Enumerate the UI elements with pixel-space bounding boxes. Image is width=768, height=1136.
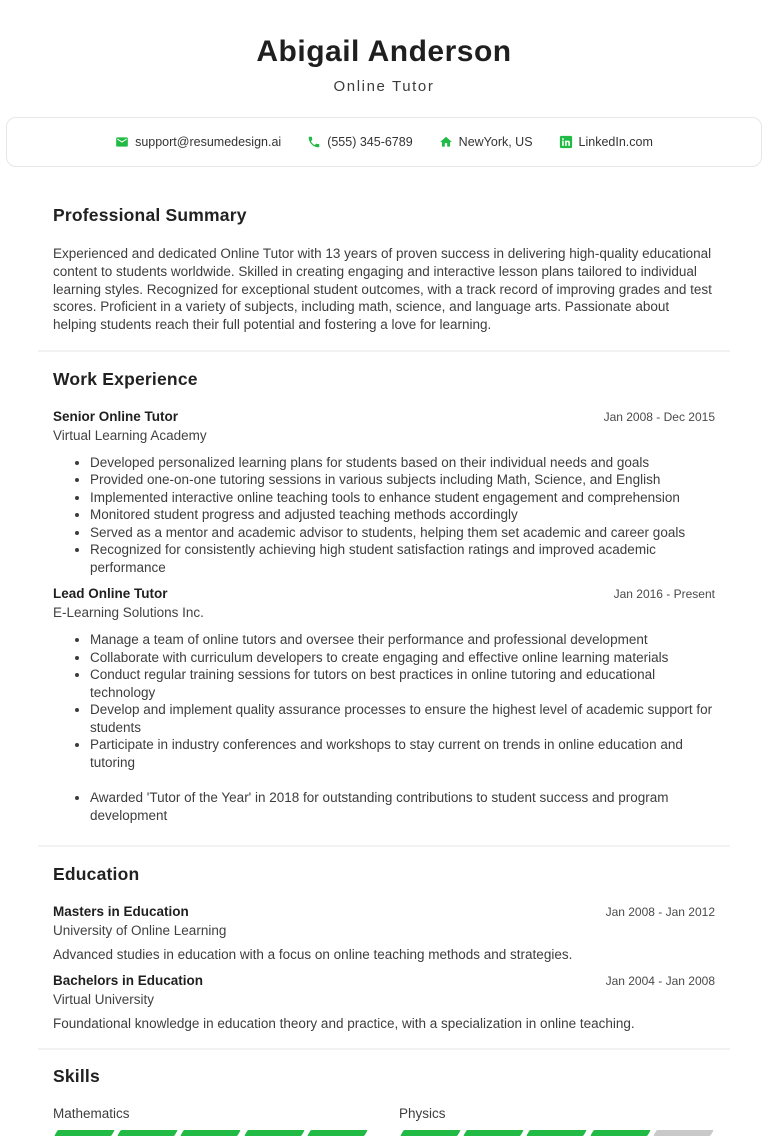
skill-segment — [400, 1130, 461, 1136]
degree-description: Advanced studies in education with a focus on online teaching methods and strategies. — [53, 947, 573, 963]
job-bullet: • Participate in industry conferences and workshops to stay current on trends in online education and tutoring — [90, 736, 715, 771]
degree-header — [53, 904, 715, 919]
skill-level-bar — [399, 1130, 715, 1136]
job-bullet: • Develop and implement quality assurance processes to ensure the highest level of academic support for students — [90, 701, 715, 736]
section-education — [38, 847, 730, 1048]
job-bullet: • Awarded 'Tutor of the Year' in 2018 for outstanding contributions to student success and program development — [90, 789, 715, 824]
degree-title: Masters in Education — [53, 904, 189, 920]
summary-text: Experienced and dedicated Online Tutor with 13 years of proven success in delivering high-quality educational content to students worldwide. Skilled in creating engaging and interactive lesson plans tailored to individual learning styles. Recognized for exceptional student outcomes, with a track record of improving grades and test scores. Proficient in a variety of subjects, including math, science, and language arts. Passionate about helping students reach their full potential and fostering a love for learning. — [53, 246, 712, 333]
degree-entry — [53, 904, 715, 964]
job-dates: Jan 2008 - Dec 2015 — [603, 409, 715, 424]
job-dates: Jan 2016 - Present — [613, 587, 715, 602]
skills-grid — [53, 1106, 715, 1136]
degree-title: Bachelors in Education — [53, 972, 204, 988]
phone-icon — [307, 135, 321, 149]
section-skills — [38, 1050, 730, 1136]
job-entry — [53, 409, 715, 577]
contact-location — [439, 135, 533, 149]
home-icon — [439, 135, 453, 149]
job-title: Senior Online Tutor — [53, 408, 179, 424]
candidate-title: Online Tutor — [333, 78, 435, 95]
linkedin-icon — [559, 135, 573, 149]
contact-bar — [6, 117, 762, 167]
job-company: E-Learning Solutions Inc. — [53, 605, 204, 621]
skill-segment — [181, 1130, 242, 1136]
job-bullet: • Manage a team of online tutors and oversee their performance and professional development — [90, 631, 715, 649]
contact-email — [115, 135, 281, 149]
degree-dates: Jan 2008 - Jan 2012 — [605, 905, 715, 920]
degree-description: Foundational knowledge in education theory and practice, with a specialization in online teaching. — [53, 1015, 635, 1031]
section-professional-summary — [38, 167, 730, 350]
skill-segment — [590, 1130, 651, 1136]
job-bullet: • Served as a mentor and academic advisor to students, helping them set academic and career goals — [90, 524, 715, 542]
experience-heading: Work Experience — [53, 368, 198, 389]
degree-entry — [53, 973, 715, 1033]
skill-segment — [117, 1130, 178, 1136]
candidate-name: Abigail Anderson — [256, 35, 512, 68]
envelope-icon — [115, 135, 129, 149]
contact-phone — [307, 135, 412, 149]
job-title: Lead Online Tutor — [53, 586, 168, 602]
skills-heading: Skills — [53, 1066, 100, 1087]
contact-linkedin — [559, 135, 653, 149]
skill-item — [399, 1106, 715, 1136]
job-bullet: • Implemented interactive online teaching tools to enhance student engagement and comprehension — [90, 489, 715, 507]
education-heading: Education — [53, 864, 140, 885]
job-header — [53, 409, 715, 424]
contact-email-text: support@resumedesign.ai — [135, 135, 282, 149]
contact-linkedin-text: LinkedIn.com — [578, 135, 653, 149]
job-header — [53, 586, 715, 601]
job-bullet: • Conduct regular training sessions for tutors on best practices in online tutoring and educational technology — [90, 666, 715, 701]
section-work-experience — [38, 352, 730, 846]
job-bullet-list — [53, 454, 715, 577]
job-bullet: • Recognized for consistently achieving high student satisfaction ratings and improved academic performance — [90, 541, 715, 576]
contact-location-text: NewYork, US — [458, 135, 533, 149]
skill-name: Physics — [399, 1106, 446, 1122]
resume-header — [0, 0, 768, 95]
summary-heading: Professional Summary — [53, 205, 247, 225]
degree-school: University of Online Learning — [53, 923, 227, 939]
job-bullet: • Developed personalized learning plans for students based on their individual needs and goals — [90, 454, 715, 472]
skill-segment — [463, 1130, 524, 1136]
job-bullet: • Provided one-on-one tutoring sessions in various subjects including Math, Science, and English — [90, 471, 715, 489]
degree-header — [53, 973, 715, 988]
job-bullet: • Collaborate with curriculum developers to create engaging and effective online learning materials — [90, 649, 715, 667]
degree-school: Virtual University — [53, 991, 155, 1007]
skill-segment — [307, 1130, 368, 1136]
skill-segment — [244, 1130, 305, 1136]
degree-dates: Jan 2004 - Jan 2008 — [605, 973, 715, 988]
skill-level-bar — [53, 1130, 369, 1136]
job-entry — [53, 586, 715, 824]
job-bullet-list — [53, 631, 715, 824]
skill-segment — [653, 1130, 714, 1136]
skill-segment — [54, 1130, 115, 1136]
contact-phone-text: (555) 345-6789 — [327, 135, 413, 149]
resume-content — [38, 167, 730, 1136]
skill-name: Mathematics — [53, 1106, 130, 1122]
job-company: Virtual Learning Academy — [53, 427, 207, 443]
skill-item — [53, 1106, 369, 1136]
skill-segment — [527, 1130, 588, 1136]
job-bullet: • Monitored student progress and adjusted teaching methods accordingly — [90, 506, 715, 524]
